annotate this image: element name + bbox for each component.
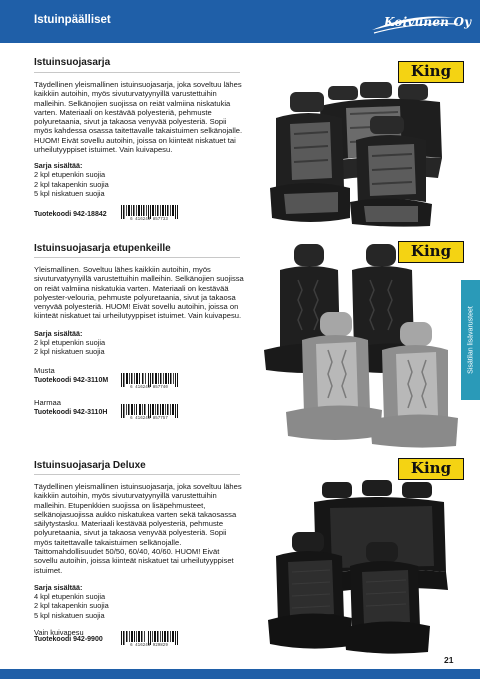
product-body-2 — [34, 265, 244, 356]
barcode-number: 6 416240 857757 — [130, 417, 168, 421]
barcode — [119, 404, 179, 418]
set-heading: Sarja sisältää: — [34, 582, 83, 592]
product-photo-seat-set — [250, 78, 455, 228]
barcode-number: 6 416240 857733 — [130, 218, 168, 222]
divider — [34, 474, 240, 475]
set-item: 5 kpl niskatuen suojia — [34, 610, 105, 620]
set-item: 2 kpl takapenkin suojia — [34, 179, 109, 189]
set-item: 2 kpl etupenkin suojia — [34, 170, 106, 180]
barcode — [119, 205, 179, 219]
product-section-2 — [34, 243, 244, 254]
side-tab-label: Sisätilan lisävarusteet — [467, 306, 474, 374]
brand-badge-text: King — [410, 62, 452, 80]
product-code: Tuotekoodi 942-3110M — [34, 377, 109, 384]
variant-color-grey: Harmaa — [34, 398, 62, 407]
barcode — [119, 373, 179, 387]
product-section-3 — [34, 460, 244, 471]
product-description: Täydellinen yleismallinen istuinsuojasarja, joka soveltuu lähes kaikkiin autoihin, myös sivuturvatyynyillä varustettuihin malleihin. Etupenkkien suojissa on lisäpehmusteet, selkänojasuojissa aukko niskatukea varten sekä takaosassa säilytystasku. Materiaali kestävää polyesteriä, pehmuste polyuretaania, sivut ja takaosa venyvää polyesteriä. Sopii myös taitettavalle takaistuimen selkänojalle. Taittomahdollisuudet 50/50, 60/40, 40/60. HUOM! Eivät sovellu autoihin, joissa kiinteät niskatuet tai urheilutyyppiset istuimet. — [34, 482, 242, 575]
category-title: Istuinpäälliset — [34, 14, 111, 26]
product-body-3 — [34, 482, 244, 637]
divider — [34, 257, 240, 258]
set-heading: Sarja sisältää: — [34, 328, 83, 338]
set-heading: Sarja sisältää: — [34, 161, 83, 171]
product-description: Yleismallinen. Soveltuu lähes kaikkiin autoihin, myös sivuturvatyynyillä varustettuihin malleihin. Selkänojien suojissa on reiät valmiina niskatukia varten. Materiaali on kestävää polyester-velouria, pehmuste polyuretaania, sivut ja takaosa venyvää polyesteriä. HUOM! Eivät sovellu autoihin, joissa on kiinteät niskatuet tai urheilutyyppiset istuimet. Vain kuivapesu. — [34, 265, 244, 321]
brand-badge — [398, 458, 464, 480]
product-code: Tuotekoodi 942-9900 — [34, 636, 103, 643]
product-title: Istuinsuojasarja etupenkeille — [34, 243, 171, 254]
product-code: Tuotekoodi 942-18842 — [34, 211, 107, 218]
barcode — [119, 631, 179, 645]
brand-badge-text: King — [410, 459, 452, 477]
set-item: 2 kpl etupenkin suojia — [34, 337, 106, 347]
product-section-1 — [34, 57, 244, 68]
variant-color-black: Musta — [34, 366, 55, 375]
product-code: Tuotekoodi 942-3110H — [34, 409, 108, 416]
page-number: 21 — [444, 655, 454, 665]
set-item: 5 kpl niskatuen suojia — [34, 188, 105, 198]
brand-name: Koivunen Oy — [384, 15, 472, 29]
product-body-1 — [34, 80, 244, 198]
set-item: 4 kpl etupenkin suojia — [34, 591, 106, 601]
brand-badge-text: King — [410, 242, 452, 260]
product-title: Istuinsuojasarja — [34, 57, 111, 68]
product-title: Istuinsuojasarja Deluxe — [34, 460, 146, 471]
page-footer-bar — [0, 669, 480, 679]
section-side-tab — [461, 280, 480, 400]
set-item: 2 kpl niskatuen suojia — [34, 347, 105, 357]
barcode-number: 6 416240 857740 — [130, 386, 168, 390]
product-description: Täydellinen yleismallinen istuinsuojasarja, joka soveltuu lähes kaikkiin autoihin, myös sivuturvatyynyillä varustettuihin malleihin. Selkänojien suojissa on reiät valmiina niskatukia varten. Materiaali on kestävää polyesteriä, pehmuste polyuretaania, sivut ja takaosa venyvää polyesteriä. Sopii myös kahdessa osassa taitettavalle takaistuimen selkänojalle. HUOM! Eivät sovellu autoihin, joissa on kiinteät niskatuet tai urheilutyyppiset istuimet. Vain kuivapesu. — [34, 80, 243, 155]
divider — [34, 72, 240, 73]
care-note: Vain kuivapesu — [34, 627, 84, 637]
product-photo-deluxe-set — [262, 480, 457, 655]
page-header — [0, 0, 480, 43]
product-photo-front-seats — [258, 240, 458, 450]
set-item: 2 kpl takapenkin suojia — [34, 601, 109, 611]
barcode-number: 6 416240 929829 — [130, 644, 168, 648]
